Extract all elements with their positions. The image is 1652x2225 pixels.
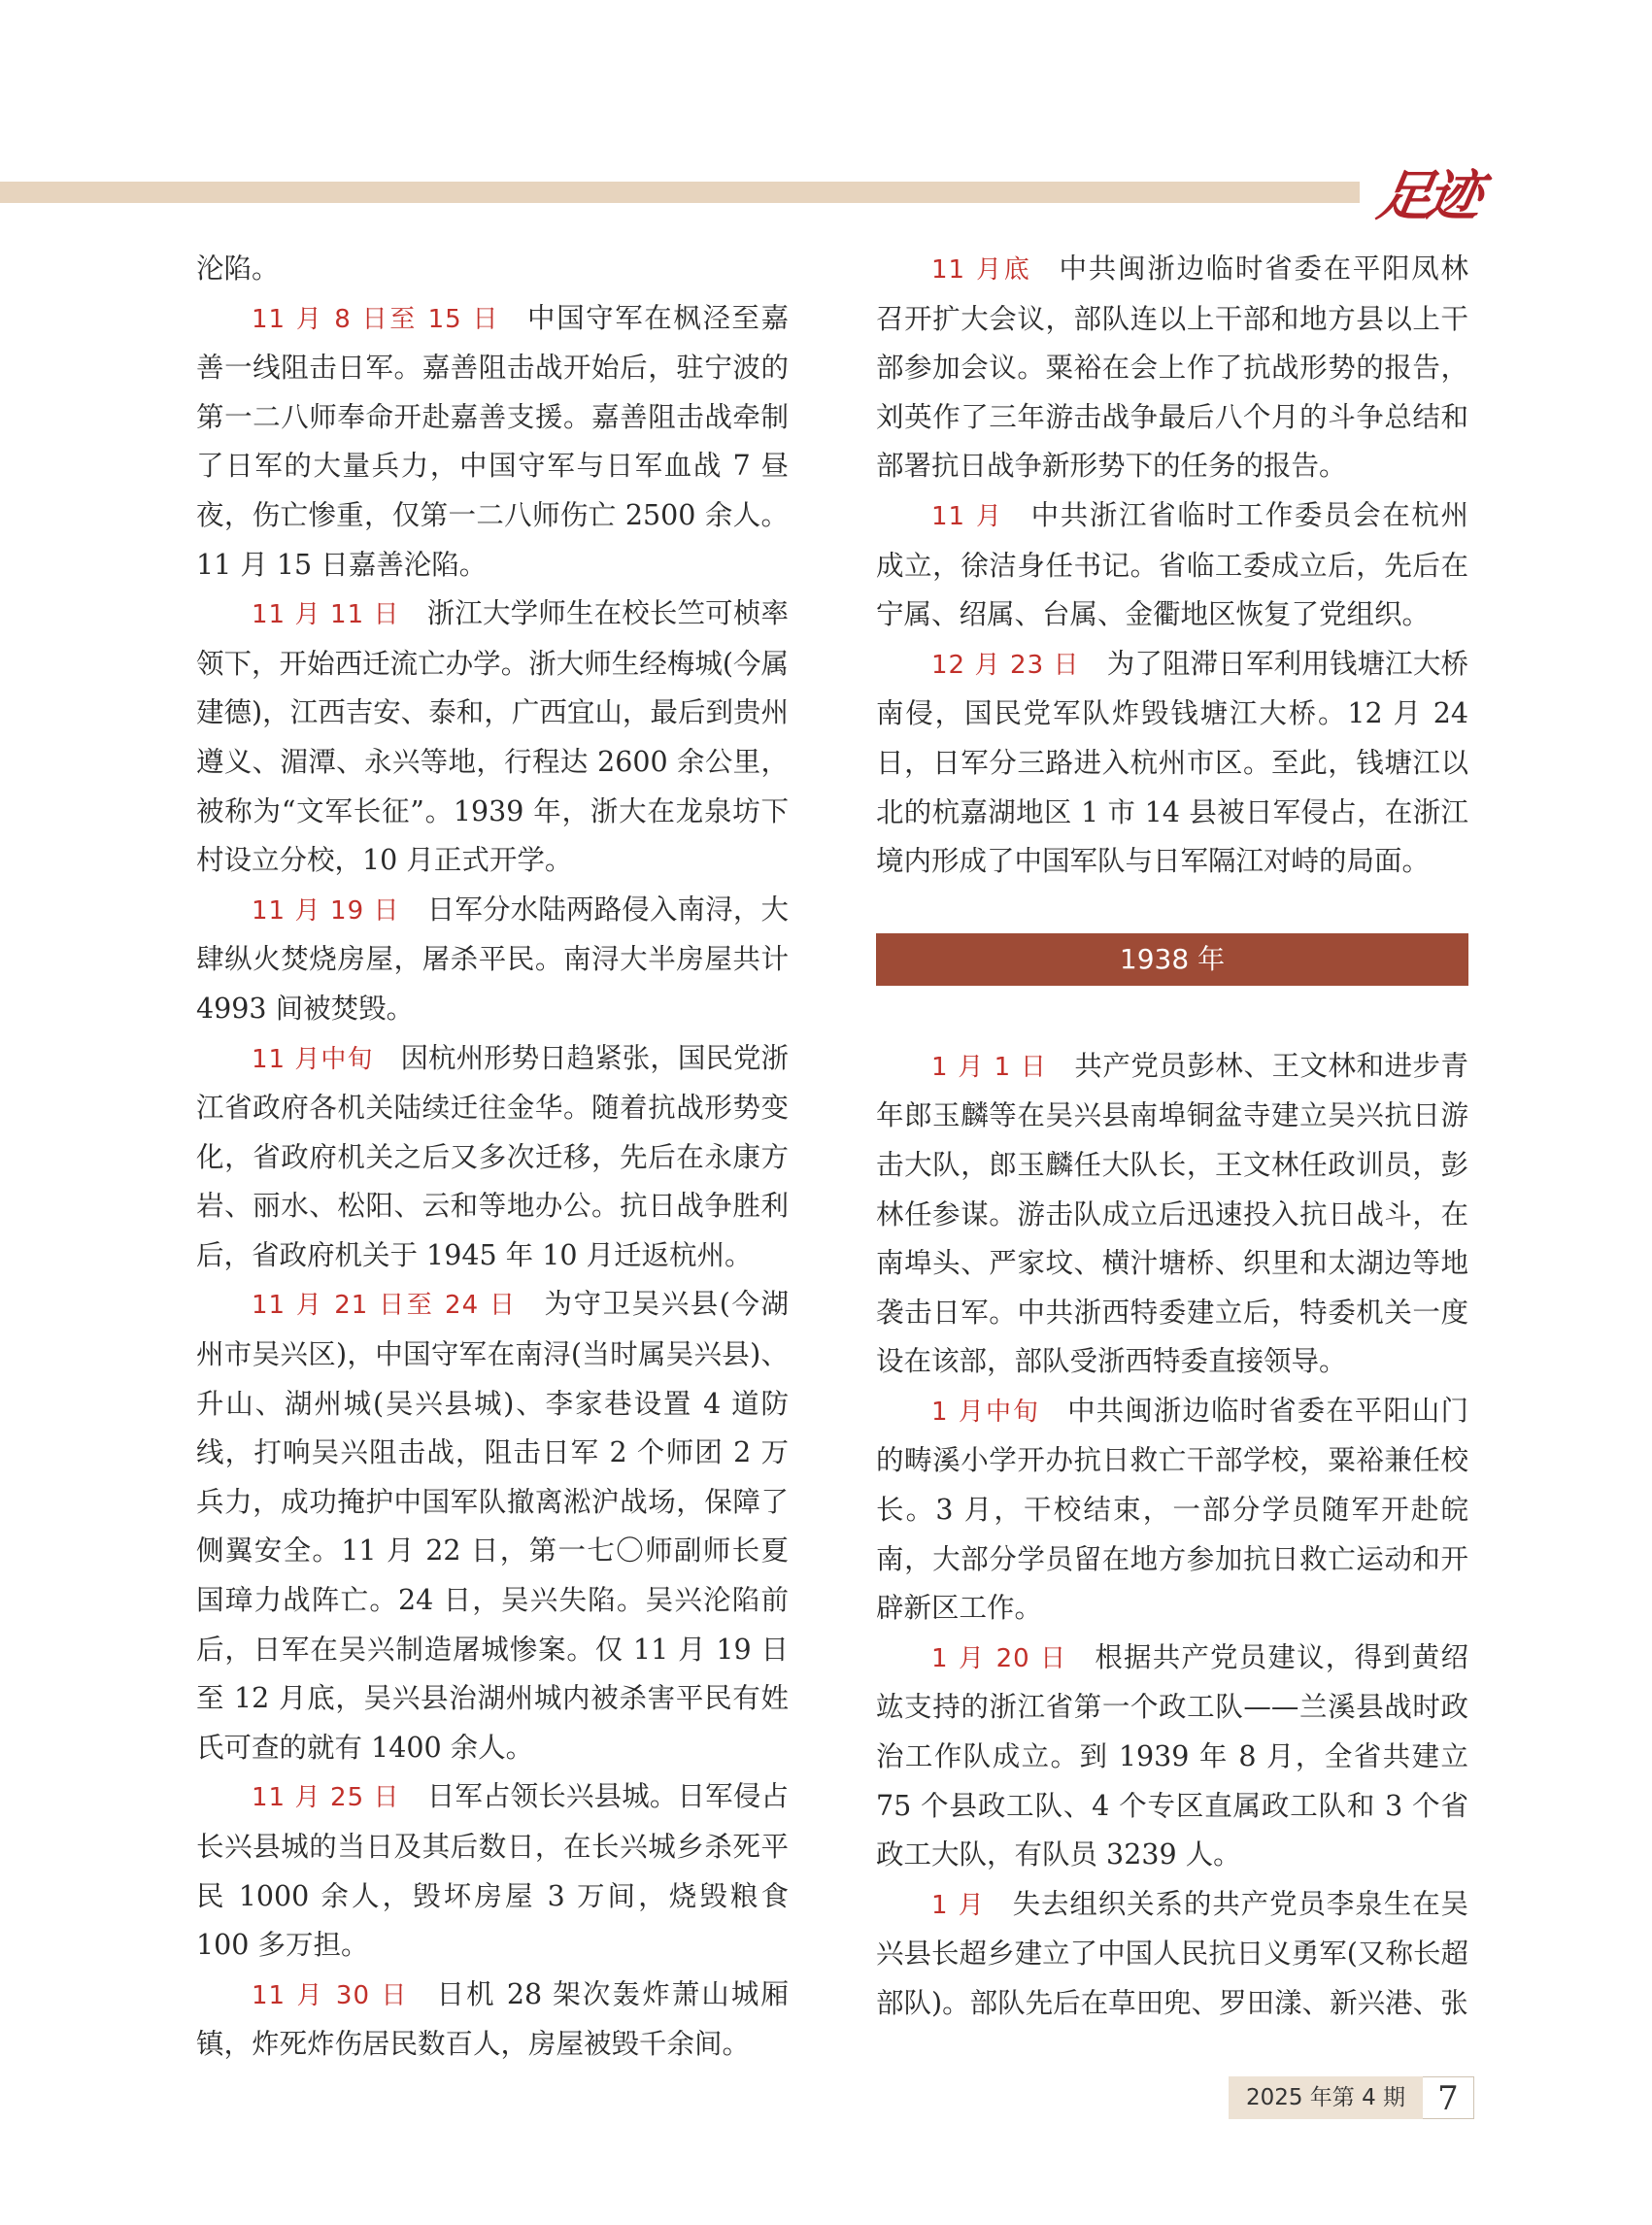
chronology-entry	[876, 640, 1468, 887]
chronology-entry	[196, 886, 789, 1034]
chronology-entry	[196, 1772, 789, 1970]
chronology-entry	[876, 245, 1468, 491]
entry-text: 日军占领长兴县城。日军侵占长兴县城的当日及其后数日，在长兴城乡杀死平民 1000 余人，毁坏房屋 3 万间，烧毁粮食 100 多万担。	[196, 1780, 789, 1962]
issue-label: 2025 年第 4 期	[1229, 2076, 1423, 2119]
header-band	[0, 182, 1360, 203]
entry-text: 为守卫吴兴县(今湖州市吴兴区)，中国守军在南浔(当时属吴兴县)、升山、湖州城(吴兴县城)、李家巷设置 4 道防线，打响吴兴阻击战，阻击日军 2 个师团 2 万兵力，成功掩护中国军队撤离淞沪战场，保障了侧翼安全。11 月 22 日，第一七〇师副师长夏国璋力战阵亡。24 日，吴兴失陷。吴兴沦陷前后，日军在吴兴制造屠城惨案。仅 11 月 19 日至 12 月底，吴兴县治湖州城内被杀害平民有姓氏可查的就有 1400 余人。	[196, 1288, 789, 1764]
entry-date: 11 月	[931, 501, 1004, 531]
entry-text: 中共浙江省临时工作委员会在杭州成立，徐洁身任书记。省临工委成立后，先后在宁属、绍属、台属、金衢地区恢复了党组织。	[876, 498, 1468, 631]
chronology-entry	[876, 1634, 1468, 1880]
entry-text: 浙江大学师生在校长竺可桢率领下，开始西迁流亡办学。浙大师生经梅城(今属建德)，江西吉安、泰和，广西宜山，最后到贵州遵义、湄潭、永兴等地，行程达 2600 余公里，被称为“文军长征”。1939 年，浙大在龙泉坊下村设立分校，10 月正式开学。	[196, 597, 789, 877]
page-number: 7	[1423, 2076, 1474, 2119]
entry-date: 11 月 8 日至 15 日	[252, 304, 501, 334]
page-footer	[1229, 2076, 1474, 2119]
chronology-entry	[196, 294, 789, 590]
entry-text: 根据共产党员建议，得到黄绍竑支持的浙江省第一个政工队——兰溪县战时政治工作队成立。到 1939 年 8 月，全省共建立 75 个县政工队、4 个专区直属政工队和 3 个省政工大队，有队员 3239 人。	[876, 1640, 1468, 1871]
entry-text: 中共闽浙边临时省委在平阳凤林召开扩大会议，部队连以上干部和地方县以上干部参加会议。粟裕在会上作了抗战形势的报告，刘英作了三年游击战争最后八个月的斗争总结和部署抗日战争新形势下的任务的报告。	[876, 253, 1468, 483]
entry-date: 1 月	[931, 1890, 986, 1920]
entry-continuation: 沦陷。	[196, 253, 280, 285]
entry-text: 因杭州形势日趋紧张，国民党浙江省政府各机关陆续迁往金华。随着抗战形势变化，省政府机关之后又多次迁移，先后在永康方岩、丽水、松阳、云和等地办公。抗日战争胜利后，省政府机关于 1945 年 10 月迁返杭州。	[196, 1041, 789, 1271]
entry-date: 1 月 20 日	[931, 1643, 1068, 1673]
chronology-entry	[196, 1971, 789, 2070]
entry-text: 中国守军在枫泾至嘉善一线阻击日军。嘉善阻击战开始后，驻宁波的第一二八师奉命开赴嘉善支援。嘉善阻击战牵制了日军的大量兵力，中国守军与日军血战 7 昼夜，伤亡惨重，仅第一二八师伤亡 2500 余人。11 月 15 日嘉善沦陷。	[196, 301, 789, 581]
chronology-entry	[196, 590, 789, 886]
entry-date: 11 月底	[931, 255, 1032, 285]
entry-date: 11 月 19 日	[252, 895, 400, 926]
entry-date: 11 月中旬	[252, 1044, 374, 1074]
right-column	[876, 245, 1468, 2029]
entry-text: 为了阻滞日军利用钱塘江大桥南侵，国民党军队炸毁钱塘江大桥。12 月 24 日，日军分三路进入杭州市区。至此，钱塘江以北的杭嘉湖地区 1 市 14 县被日军侵占，在浙江境内形成了中国军队与日军隔江对峙的局面。	[876, 647, 1468, 878]
magazine-logo: 足迹	[1372, 164, 1482, 228]
entry-text: 日机 28 架次轰炸萧山城厢镇，炸死炸伤居民数百人，房屋被毁千余间。	[196, 1977, 789, 2061]
chronology-entry	[876, 1042, 1468, 1387]
chronology-entry	[196, 1280, 789, 1772]
entry-text: 中共闽浙边临时省委在平阳山门的畴溪小学开办抗日救亡干部学校，粟裕兼任校长。3 月，干校结束，一部分学员随军开赴皖南，大部分学员留在地方参加抗日救亡运动和开辟新区工作。	[876, 1394, 1468, 1625]
left-column	[196, 245, 789, 2070]
entry-text: 共产党员彭林、王文林和进步青年郎玉麟等在吴兴县南埠铜盆寺建立吴兴抗日游击大队，郎玉麟任大队长，王文林任政训员，彭林任参谋。游击队成立后迅速投入抗日战斗，在南埠头、严家坟、横汁塘桥、织里和太湖边等地袭击日军。中共浙西特委建立后，特委机关一度设在该部，部队受浙西特委直接领导。	[876, 1049, 1468, 1378]
entry-text: 失去组织关系的共产党员李泉生在吴兴县长超乡建立了中国人民抗日义勇军(又称长超部队)。部队先后在草田兜、罗田漾、新兴港、张	[876, 1887, 1468, 2019]
chronology-entry	[196, 1034, 789, 1281]
entry-date: 11 月 25 日	[252, 1783, 400, 1813]
entry-date: 11 月 30 日	[252, 1980, 410, 2010]
entry-date: 1 月 1 日	[931, 1052, 1048, 1082]
entry-date: 11 月 21 日至 24 日	[252, 1291, 518, 1321]
entry-date: 1 月中旬	[931, 1397, 1041, 1427]
entry-date: 11 月 11 日	[252, 600, 400, 630]
entry-date: 12 月 23 日	[931, 650, 1080, 680]
chronology-entry	[876, 491, 1468, 640]
year-heading: 1938 年	[876, 933, 1468, 986]
chronology-entry	[876, 1387, 1468, 1634]
chronology-entry	[876, 1880, 1468, 2029]
entry-text: 日军分水陆两路侵入南浔，大肆纵火焚烧房屋，屠杀平民。南浔大半房屋共计 4993 间被焚毁。	[196, 893, 789, 1025]
